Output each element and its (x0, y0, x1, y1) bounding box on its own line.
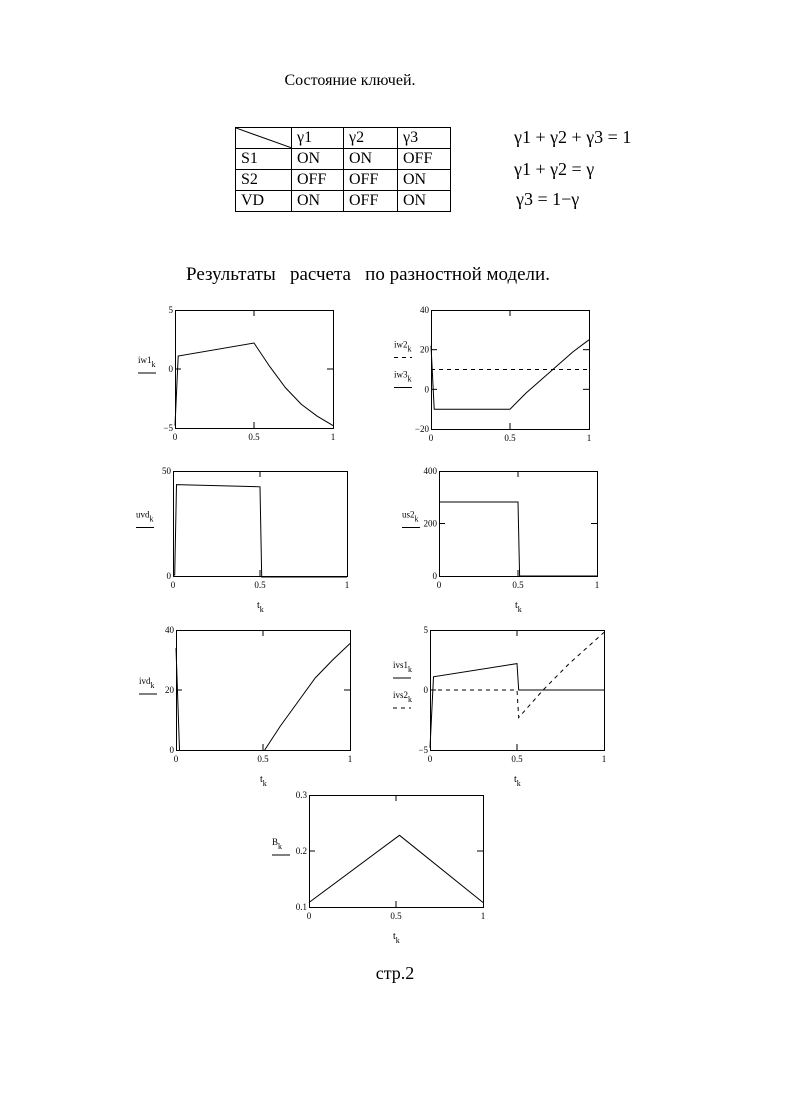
x-tick-label: 0.5 (512, 580, 524, 590)
y-tick-label: −20 (414, 424, 429, 434)
y-axis-label: uvdk (136, 509, 154, 524)
table-cell: OFF (292, 170, 344, 191)
x-axis-label: $t_k$ (514, 774, 521, 788)
y-tick-label: 20 (165, 685, 174, 695)
x-tick-label: 1 (480, 911, 486, 921)
y-tick-label: 0.2 (295, 846, 307, 856)
table-title: Состояние ключей. (284, 72, 416, 89)
y-axis-label: ivdk (139, 676, 155, 690)
column-header: γ3 (398, 128, 451, 149)
table-cell: OFF (344, 170, 398, 191)
table-cell: ON (398, 170, 451, 191)
x-axis-label: $t_k$ (257, 600, 264, 614)
x-tick-label: 1 (330, 432, 336, 442)
series-line-ivs2_k (430, 632, 604, 717)
column-header: γ1 (292, 128, 344, 149)
x-tick-label: 1 (586, 433, 592, 443)
y-tick-label: 0 (432, 571, 437, 581)
table-cell: ON (292, 149, 344, 170)
y-tick-label: 0 (166, 571, 171, 581)
x-tick-label: 1 (594, 580, 600, 590)
x-axis-label: $t_k$ (515, 600, 522, 614)
x-tick-label: 0 (306, 911, 312, 921)
y-tick-label: −5 (418, 745, 428, 755)
x-axis-label: $t_k$ (393, 931, 400, 945)
y-axis-label: us2k (402, 509, 419, 524)
equation-3: γ3 = 1−γ (516, 189, 580, 209)
plot-frame (310, 796, 484, 908)
y-tick-label: 40 (420, 305, 429, 315)
x-tick-label: 1 (601, 754, 607, 764)
table-cell: OFF (398, 149, 451, 170)
page-number: стр.2 (375, 963, 415, 983)
y-tick-label: 50 (162, 466, 171, 476)
x-tick-label: 0.5 (511, 754, 523, 764)
y-tick-label: 0 (423, 685, 428, 695)
chart-iw1 (138, 305, 335, 442)
y-tick-label: 200 (423, 518, 437, 529)
chart-uvd (136, 466, 349, 614)
x-tick-label: 0 (427, 754, 433, 764)
chart-ivd (139, 625, 352, 788)
y-tick-label: 400 (423, 466, 437, 476)
x-tick-label: 1 (347, 754, 353, 764)
y-tick-label: −5 (163, 423, 173, 433)
y-axis-label: ivs2k (393, 690, 413, 704)
row-header: VD (236, 191, 292, 212)
series-line-iw1_k (175, 343, 333, 426)
table-cell: ON (292, 191, 344, 212)
series-line-uvd_k (173, 485, 347, 577)
equation-1: γ1 + γ2 + γ3 = 1 (514, 127, 632, 147)
series-line-ivs1_k (430, 664, 604, 748)
x-tick-label: 0.5 (390, 911, 402, 921)
x-tick-label: 0 (172, 432, 178, 442)
x-tick-label: 0.5 (257, 754, 269, 764)
series-line-ivd_k_b (265, 644, 350, 751)
series-line-iw3_k (431, 340, 589, 409)
chart-ivs1-ivs2 (393, 625, 606, 788)
y-tick-label: 5 (168, 305, 173, 315)
y-axis-label: iw1k (138, 355, 156, 369)
x-tick-label: 0 (428, 433, 434, 443)
y-tick-label: 0 (168, 364, 173, 374)
y-axis-label: ivs1k (393, 660, 413, 674)
x-tick-label: 0.5 (504, 433, 516, 443)
x-tick-label: 0 (170, 580, 176, 590)
y-tick-label: 40 (165, 625, 174, 635)
y-axis-label: iw3k (394, 369, 412, 384)
y-tick-label: 0.1 (295, 902, 307, 912)
table-cell: ON (398, 191, 451, 212)
row-header: S1 (236, 149, 292, 170)
x-tick-label: 0 (436, 580, 442, 590)
equation-2: γ1 + γ2 = γ (514, 159, 595, 179)
x-tick-label: 0.5 (254, 580, 266, 590)
y-axis-label: iw2k (394, 339, 412, 354)
column-header: γ2 (344, 128, 398, 149)
table-cell: ON (344, 149, 398, 170)
x-axis-label: $t_k$ (260, 774, 267, 788)
x-tick-label: 1 (344, 580, 350, 590)
chart-us2 (402, 466, 599, 614)
y-tick-label: 0 (424, 384, 429, 395)
chart-B (272, 790, 485, 945)
plot-frame (177, 631, 351, 751)
y-tick-label: 20 (420, 344, 429, 355)
series-line-B_k (309, 835, 483, 902)
chart-iw2-iw3 (394, 305, 591, 443)
y-tick-label: 0 (169, 745, 174, 755)
y-tick-label: 5 (423, 625, 428, 635)
x-tick-label: 0.5 (248, 432, 260, 442)
x-tick-label: 0 (173, 754, 179, 764)
y-tick-label: 0.3 (295, 790, 307, 800)
results-title: Результаты расчета по разностной модели. (186, 264, 550, 285)
y-axis-label: Bk (272, 837, 283, 851)
row-header: S2 (236, 170, 292, 191)
table-cell: OFF (344, 191, 398, 212)
series-line-us2_k (439, 502, 597, 576)
